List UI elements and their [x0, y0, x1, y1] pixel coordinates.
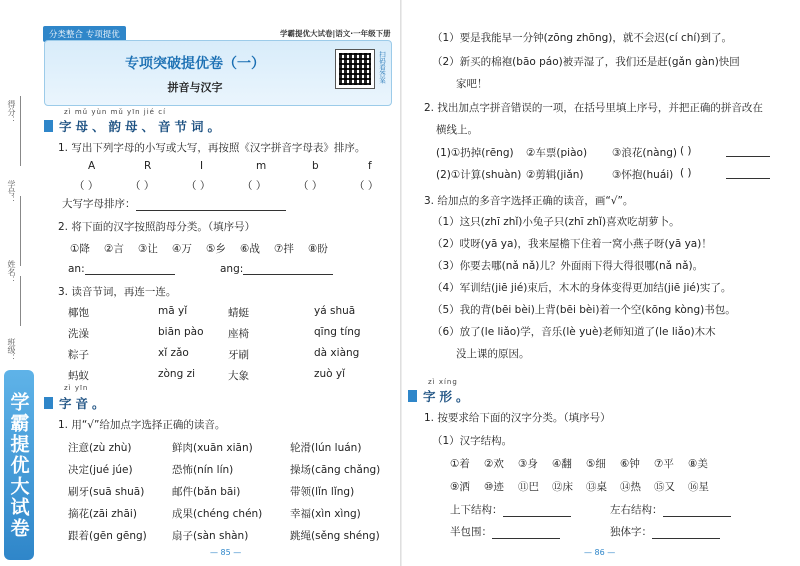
struct-char-1: ②欢 [484, 458, 504, 470]
struct-char-14: ⑮又 [654, 481, 675, 493]
match-cell-2-1[interactable]: xǐ zǎo [158, 347, 189, 359]
ang-blank[interactable] [243, 274, 333, 275]
match-cell-0-0: 椰饱 [68, 307, 89, 319]
struct-blank-1[interactable] [663, 505, 731, 517]
struct-char-13: ⑭热 [620, 481, 641, 493]
struct-char-10: ⑪巴 [518, 481, 539, 493]
r-q1-2: （2）新买的棉袍(bāo páo)被弄湿了，我们还是赶(gǎn gàn)快回 [432, 56, 740, 68]
pron-cell-1-0[interactable]: 决定(jué júe) [68, 464, 133, 476]
section1-heading [44, 117, 224, 135]
r-q2-text: 2. 找出加点字拼音错误的一项，在括号里填上序号，并把正确的拼音改在 [424, 102, 763, 114]
struct-blank-3[interactable] [652, 527, 720, 539]
struct-group-3 [610, 524, 720, 539]
struct-char-12: ⑬桌 [586, 481, 607, 493]
pron-cell-0-2[interactable]: 轮滑(lún luán) [290, 442, 362, 454]
match-cell-1-2: 座椅 [228, 328, 249, 340]
struct-group-0 [450, 502, 571, 517]
section2-title: 字音。 [59, 396, 109, 411]
page-number-right: — 86 — [584, 548, 616, 557]
struct-blank-0[interactable] [503, 505, 571, 517]
match-cell-1-1[interactable]: biān pào [158, 326, 204, 338]
an-group: an: [68, 263, 175, 275]
section2-pinyin: zì yīn [64, 384, 89, 392]
struct-char-4: ⑤细 [586, 458, 606, 470]
polyphone-1[interactable]: （2）哎呀(yā ya)，我来屋檐下住着一窝小燕子呀(yā ya)！ [432, 238, 712, 250]
section3-title: 字形。 [423, 389, 473, 404]
series-name: 学霸提优大试卷|语文·一年级下册 [280, 29, 391, 38]
answer-paren-5[interactable]: （ ） [354, 180, 379, 192]
struct-group-2 [450, 524, 560, 539]
score-label: 得分： [7, 100, 16, 124]
struct-label-1: 左右结构： [610, 504, 663, 516]
paper-header [44, 40, 392, 106]
struct-char-15: ⑯星 [688, 481, 709, 493]
error-cell-1-0: (2)①计算(shuàn) [436, 169, 522, 181]
polyphone-4[interactable]: （5）我的背(bēi bèi)上背(bēi bèi)着一个空(kōng kòng)书包。 [432, 304, 736, 316]
score-line [20, 96, 21, 166]
answer-paren-1[interactable]: （ ） [130, 180, 155, 192]
q2-char-3: ④万 [172, 243, 192, 255]
match-cell-0-2: 蜻蜓 [228, 307, 249, 319]
struct-char-7: ⑧美 [688, 458, 708, 470]
error-cell-1-2: ③怀抱(huái) [612, 169, 674, 181]
match-cell-1-3[interactable]: qīng tíng [314, 326, 361, 338]
answer-paren-4[interactable]: （ ） [298, 180, 323, 192]
r-q2-text-cont: 横线上。 [436, 124, 478, 136]
series-banner: 学霸提优大试卷 [4, 370, 34, 560]
match-cell-3-2: 大象 [228, 370, 249, 382]
pron-cell-1-1[interactable]: 恐怖(nín lín) [172, 464, 234, 476]
r-q1-1: （1）要是我能早一分钟(zōng zhōng)，就不会迟(cí chí)到了。 [432, 32, 732, 44]
q2-char-0: ①降 [70, 243, 90, 255]
letter-1: R [144, 160, 152, 172]
match-cell-3-1[interactable]: zòng zi [158, 368, 196, 380]
struct-group-1 [610, 502, 731, 517]
q1-text: 1. 写出下列字母的小写或大写，再按照《汉字拼音字母表》排序。 [58, 142, 366, 154]
pron-cell-0-1[interactable]: 鲜肉(xuān xiān) [172, 442, 253, 454]
pron-cell-3-0[interactable]: 摘花(zāi zhāi) [68, 508, 137, 520]
student-id-label: 学号： [7, 180, 16, 204]
match-cell-2-3[interactable]: dà xiàng [314, 347, 360, 359]
section-marker-icon [44, 397, 53, 409]
section1-pinyin: zì mǔ yùn mǔ yīn jié cí [64, 108, 167, 116]
section1-title: 字母、韵母、音节词。 [59, 119, 225, 134]
match-cell-3-3[interactable]: zuò yǐ [314, 368, 346, 380]
q2-char-4: ⑤乡 [206, 243, 226, 255]
letter-0: A [88, 160, 96, 172]
error-cell-1-1: ②剪辑(jiǎn) [526, 169, 584, 181]
page-85 [40, 0, 396, 566]
struct-char-2: ③身 [518, 458, 538, 470]
struct-label-0: 上下结构： [450, 504, 503, 516]
match-cell-0-1[interactable]: mā yǐ [158, 305, 188, 317]
q3-text: 3. 读音节词，再连一连。 [58, 286, 177, 298]
match-cell-2-0: 粽子 [68, 349, 89, 361]
an-blank[interactable] [85, 274, 175, 275]
section-marker-icon [44, 120, 53, 132]
ang-group: ang: [220, 263, 333, 275]
pron-cell-2-0[interactable]: 刷牙(suā shuā) [68, 486, 145, 498]
struct-char-0: ①着 [450, 458, 470, 470]
q2-char-7: ⑧盼 [308, 243, 328, 255]
r-q4-sub: （1）汉字结构。 [432, 435, 513, 447]
pron-cell-3-2[interactable]: 幸福(xìn xìng) [290, 508, 361, 520]
error-cell-0-3[interactable]: ( ) [680, 145, 692, 157]
polyphone-5[interactable]: （6）放了(le liǎo)学，音乐(lè yuè)老师知道了(le liǎo)木木 [432, 326, 716, 338]
struct-char-8: ⑨洒 [450, 481, 470, 493]
q2-char-5: ⑥战 [240, 243, 260, 255]
pron-cell-4-2[interactable]: 跳绳(sěng shéng) [290, 530, 380, 542]
order-blank[interactable] [136, 210, 286, 211]
struct-label-2: 半包围： [450, 526, 492, 538]
pron-cell-0-0[interactable]: 注意(zù zhù) [68, 442, 132, 454]
struct-label-3: 独体字： [610, 526, 652, 538]
pron-cell-2-1[interactable]: 邮件(bǎn bāi) [172, 486, 241, 498]
polyphone-2[interactable]: （3）你要去哪(nǎ nǎ)儿？外面雨下得大得很哪(nǎ nǎ)。 [432, 260, 704, 272]
q1-order-label: 大写字母排序： [62, 196, 286, 211]
error-blank-0[interactable] [726, 145, 770, 157]
q2-char-2: ③让 [138, 243, 158, 255]
pron-cell-3-1[interactable]: 成果(chéng chén) [172, 508, 263, 520]
answer-paren-3[interactable]: （ ） [242, 180, 267, 192]
pron-cell-4-0[interactable]: 跟着(gēn gēng) [68, 530, 147, 542]
book-spine [400, 0, 402, 566]
name-label: 姓名： [7, 260, 16, 284]
error-cell-0-2: ③浪花(nàng) [612, 147, 678, 159]
letter-4: b [312, 160, 319, 172]
class-label: 班级： [7, 338, 16, 362]
match-cell-2-2: 牙刷 [228, 349, 249, 361]
r-q4-text: 1. 按要求给下面的汉字分类。（填序号） [424, 412, 611, 424]
r-q3-text: 3. 给加点的多音字选择正确的读音，画“√”。 [424, 195, 634, 207]
qr-label: 扫码看答案 [378, 51, 386, 84]
q4-text: 1. 用“√”给加点字选择正确的读音。 [58, 419, 226, 431]
struct-blank-2[interactable] [492, 527, 560, 539]
match-cell-3-0: 蚂蚁 [68, 370, 89, 382]
polyphone-6: 没上课的原因。 [456, 348, 530, 360]
pron-cell-2-2[interactable]: 带领(lǐn lǐng) [290, 486, 355, 498]
page-number-left: — 85 — [210, 548, 242, 557]
error-blank-1[interactable] [726, 167, 770, 179]
paper-title: 专项突破提优卷（一） [125, 56, 265, 72]
q2-char-6: ⑦拌 [274, 243, 294, 255]
struct-char-9: ⑩迹 [484, 481, 504, 493]
q2-char-1: ②言 [104, 243, 124, 255]
paper-subtitle: 拼音与汉字 [167, 81, 223, 94]
struct-char-5: ⑥钟 [620, 458, 640, 470]
letter-5: f [368, 160, 372, 172]
letter-2: I [200, 160, 204, 172]
student-id-line [20, 196, 21, 266]
error-cell-0-1: ②车票(piào) [526, 147, 588, 159]
section2-heading [44, 394, 109, 412]
struct-char-3: ④翻 [552, 458, 572, 470]
qr-code[interactable] [335, 49, 375, 89]
category-tag: 分类整合 专项提优 [43, 26, 126, 42]
polyphone-3[interactable]: （4）军训结(jiē jié)束后，木木的身体变得更加结(jiē jié)实了。 [432, 282, 732, 294]
match-cell-0-3[interactable]: yá shuā [314, 305, 356, 317]
pron-cell-4-1[interactable]: 扇子(sàn shàn) [172, 530, 249, 542]
answer-paren-2[interactable]: （ ） [186, 180, 211, 192]
struct-char-11: ⑫床 [552, 481, 573, 493]
letter-3: m [256, 160, 267, 172]
student-info-strip [0, 0, 38, 566]
name-line [20, 276, 21, 326]
r-q1-2-cont: 家吧！ [456, 78, 488, 90]
polyphone-0[interactable]: （1）这只(zhī zhǐ)小兔子只(zhī zhǐ)喜欢吃胡萝卜。 [432, 216, 680, 228]
match-cell-1-0: 洗澡 [68, 328, 89, 340]
error-cell-1-3[interactable]: ( ) [680, 167, 692, 179]
section3-heading [408, 387, 473, 405]
pron-cell-1-2[interactable]: 操场(cāng chǎng) [290, 464, 381, 476]
error-cell-0-0: (1)①扔掉(rēng) [436, 147, 514, 159]
section-marker-icon [408, 390, 417, 402]
struct-char-6: ⑦平 [654, 458, 674, 470]
q2-text: 2. 将下面的汉字按照韵母分类。（填序号） [58, 221, 256, 233]
section3-pinyin: zì xíng [428, 378, 458, 386]
page-86 [404, 0, 796, 566]
answer-paren-0[interactable]: （ ） [74, 180, 99, 192]
